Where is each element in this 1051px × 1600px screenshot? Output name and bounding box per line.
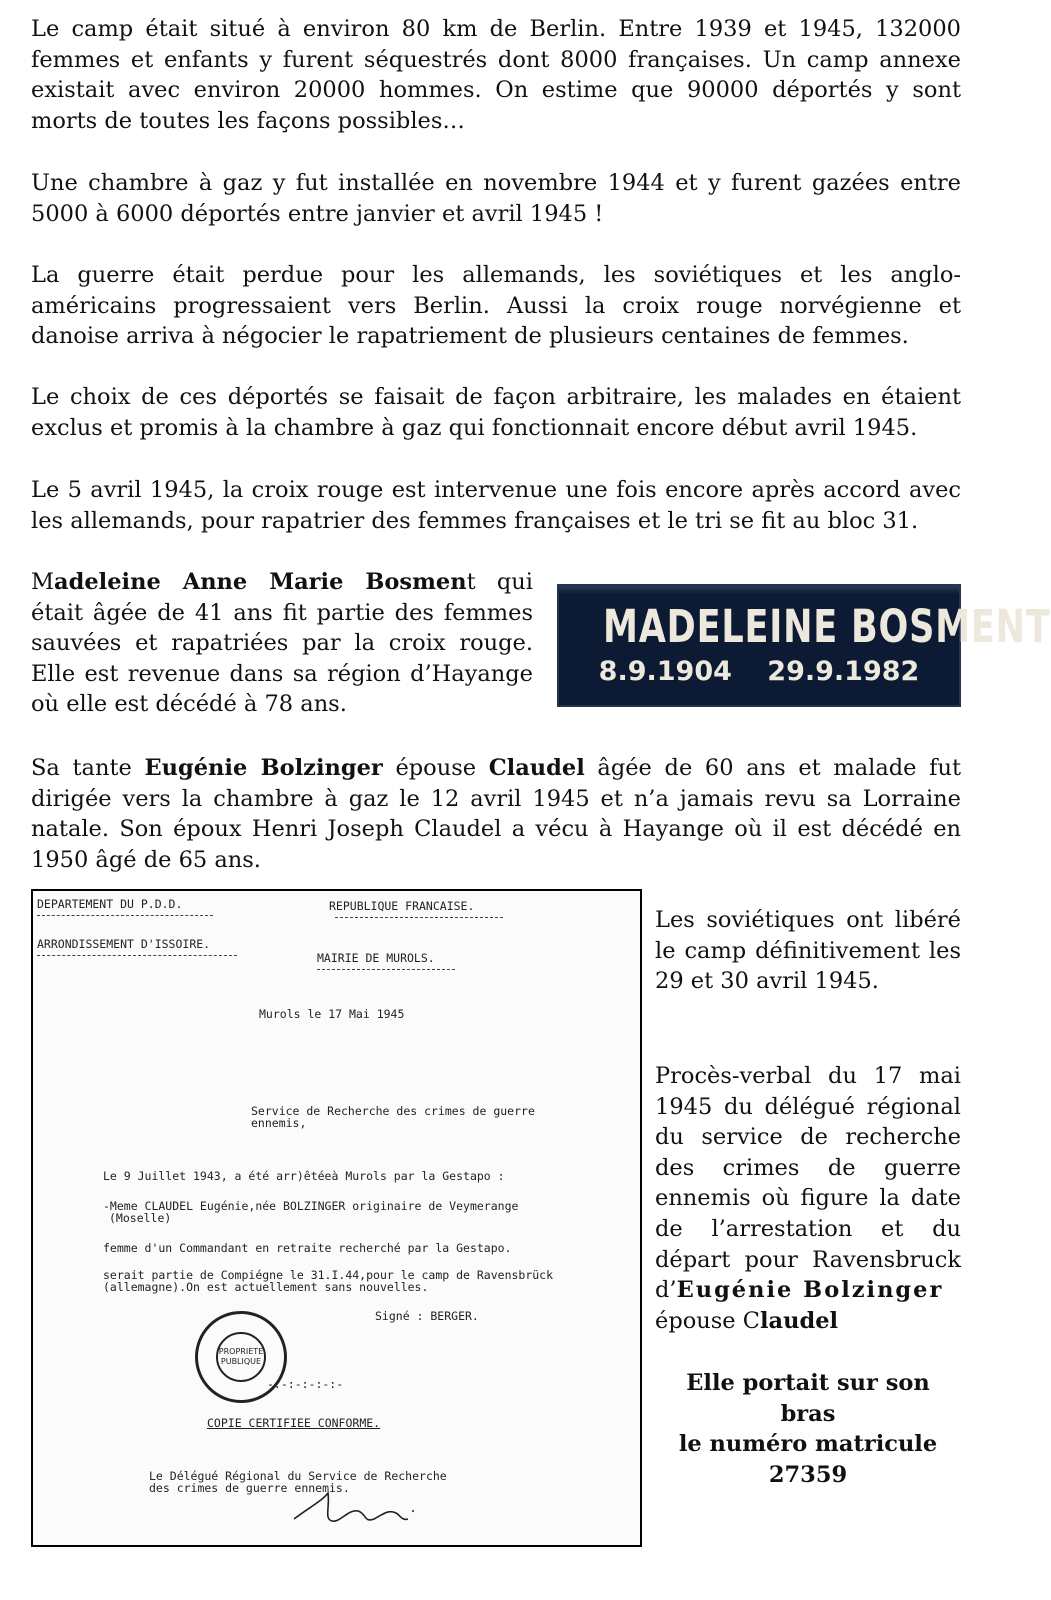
matricule-line-2: le numéro matricule [678, 1431, 938, 1458]
name-bold: adeleine Anne Marie Bosmen [54, 569, 467, 595]
matricule-number: 27359 [768, 1461, 848, 1488]
war-lost-paragraph: La guerre était perdue pour les allemands, les soviétiques et les anglo-américains progressaient vers Berlin. Aussi la croix rouge norvégienne et danoise arriva à négocier le rapatriement de plusieurs centaines de femmes. [31, 262, 961, 350]
scan-date: Murols le 17 Mai 1945 [259, 1007, 405, 1021]
eugenie-t2: épouse [382, 755, 489, 781]
stamp-center: PROPRIETE PUBLIQUE [216, 1332, 266, 1382]
red-cross-paragraph: Le 5 avril 1945, la croix rouge est intervenue une fois encore après accord avec les allemands, pour rapatrier des femmes françaises et le tri se fit au bloc 31. [31, 477, 961, 534]
madeleine-paragraph [31, 567, 533, 720]
scan-copie: COPIE CERTIFIEE CONFORME. [207, 1416, 381, 1430]
scan-line-6: (allemagne).On est actuellement sans nouvelles. [103, 1280, 429, 1294]
eugenie-t1: Sa tante [31, 755, 145, 781]
scan-line-1: Le 9 Juillet 1943, a été arr)êtéeà Murols par la Gestapo : [103, 1169, 505, 1183]
matricule-line-1: Elle portait sur son bras [686, 1370, 930, 1427]
scan-republique: REPUBLIQUE FRANCAISE. [329, 899, 475, 913]
scan-line-5: serait partie de Compiégne le 31.I.44,pour le camp de Ravensbrück [103, 1268, 554, 1282]
claudel-name: Claudel [488, 755, 585, 781]
matricule-note [655, 1368, 961, 1490]
selection-paragraph: Le choix de ces déportés se faisait de façon arbitraire, les malades en étaient exclus et promis à la chambre à gaz qui fonctionnait encore début avril 1945. [31, 384, 961, 441]
plaque-name: MADELEINE BOSMENT [603, 600, 1051, 653]
caption-text: Procès-verbal du 17 mai 1945 du délégué régional du service de recherche des crimes de guerre ennemis où figure la date de l’arrestation et du départ pour Ravensbruck d’ [655, 1063, 961, 1304]
name-end: t [466, 569, 476, 595]
scan-line-3: (Moselle) [109, 1211, 172, 1225]
scan-service-1: Service de Recherche des crimes de guerre [251, 1104, 535, 1118]
gas-chamber-paragraph: Une chambre à gaz y fut installée en novembre 1944 et y furent gazées entre 5000 à 6000 déportés entre janvier et avril 1945 ! [31, 170, 961, 227]
scan-underline [317, 969, 455, 970]
caption-claudel: laudel [760, 1307, 839, 1334]
scan-signe: Signé : BERGER. [375, 1309, 479, 1323]
name-start: M [31, 569, 55, 595]
eugenie-t3: âgée de 60 ans et malade fut dirigée vers la chambre à gaz le 12 avril 1945 et n’a jamais revu sa Lorraine natale. Son époux Henri Joseph Claudel a vécu à Hayange où il est décédé en 1950 âgé de 65 ans. [31, 755, 961, 873]
scan-underline [335, 917, 503, 918]
intro-paragraph: Le camp était situé à environ 80 km de Berlin. Entre 1939 et 1945, 132000 femmes et enfants y furent séquestrés dont 8000 françaises. Un camp annexe existait avec environ 20000 hommes. On estime que 90000 déportés y sont morts de toutes les façons possibles… [31, 16, 961, 134]
proces-verbal-scan [31, 889, 642, 1547]
scan-line-4: femme d'un Commandant en retraite recherché par la Gestapo. [103, 1241, 512, 1255]
plaque-death: 29.9.1982 [767, 656, 920, 687]
scan-dept: DEPARTEMENT DU P.D.D. [37, 897, 183, 911]
plaque-birth: 8.9.1904 [598, 656, 732, 687]
scan-mairie: MAIRIE DE MUROLS. [317, 951, 435, 965]
scan-service-2: ennemis, [251, 1116, 307, 1130]
scan-underline [37, 955, 237, 956]
scan-dashes: -:-:-:-:-:- [267, 1377, 344, 1391]
scan-delegue-2: des crimes de guerre ennemis. [149, 1481, 350, 1495]
proces-verbal-caption [655, 1061, 961, 1336]
madeleine-text: qui était âgée de 41 ans fit partie des femmes sauvées et rapatriées par la croix rouge. Elle est revenue dans sa région d’Hayange où elle est décédé à 78 ans. [31, 569, 533, 718]
liberation-note: Les soviétiques ont libéré le camp définitivement les 29 et 30 avril 1945. [655, 907, 961, 995]
scan-underline [37, 915, 213, 916]
handwritten-signature [288, 1489, 438, 1529]
scan-line-2: -Meme CLAUDEL Eugénie,née BOLZINGER originaire de Veymerange [103, 1199, 519, 1213]
eugenie-name: Eugénie Bolzinger [144, 755, 383, 781]
plaque-dates [559, 656, 959, 687]
eugenie-paragraph [31, 753, 961, 875]
memorial-plaque [557, 584, 1051, 707]
caption-eugenie: Eugénie Bolzinger [676, 1277, 944, 1304]
plaque-top-edge [559, 586, 959, 594]
scan-delegue-1: Le Délégué Régional du Service de Recherche [149, 1469, 447, 1483]
caption-epouse: épouse C [655, 1307, 760, 1334]
scan-arrondissement: ARRONDISSEMENT D'ISSOIRE. [37, 937, 211, 951]
